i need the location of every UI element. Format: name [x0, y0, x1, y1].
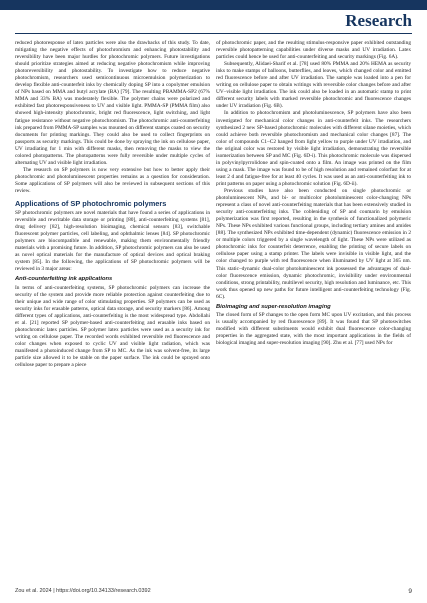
body-paragraph: SP photochromic polymers are novel materials that have found a series of applications in reversible and rewritable data storage or printing [80], anti-counterfeiting systems [81], drug delivery [82], high-resolution bioimaging, chemical sensors [83], switchable fluorescent polymer particles, cell labeling, and ophthalmic lenses [84]. SP photochromic polymers are biocompatible and renewable, making them environmentally friendly materials with a promising future. In addition, SP photochromic polymers can also be used as novel optical materials for the manufacture of optical devices and optical braking system [85]. In the following, the applications of SP photochromic polymers will be reviewed in 3 major areas:	[15, 210, 210, 273]
subsection-heading: Anti-counterfeiting ink applications	[15, 276, 113, 283]
page-number: 9	[408, 588, 412, 595]
journal-name: Research	[345, 11, 412, 30]
left-column	[15, 40, 210, 370]
header-rule	[15, 33, 412, 34]
body-paragraph: The research on SP polymers is now very extensive but how to better apply their photochromic and photoluminescent properties remains as a question for consideration. Some applications of SP polymers will also be reviewed in subsequent sections of this review.	[15, 166, 210, 194]
section-heading: Applications of SP photochromic polymers	[15, 199, 167, 209]
subsection-heading: Bioimaging and super-resolution imaging	[216, 303, 331, 310]
body-paragraph: In addition to photochromism and photoluminescence, SP polymers have also been investigated for mechanical color changes in anti-counterfeit inks. The researchers synthesized 2 new SP-based photochromic molecules with different silane moieties, which could achieve both reversible photochromism and mechanical color changes [87]. The color of compounds C1–C2 hanged from light yellow to purple under UV irradiation, and the original color was restored by visible light irradiation, demonstrating the reversible isomerization between SP and MC (Fig. 6D-i). This photochromic molecule was dispersed in polyvinylpyrrolidone and spin-coated onto a film. An image was printed on the film using a mask. The image was found to be of high resolution and remained colorfast for at least 2 d and fatigue-free for at least 40 cycles. It was used as an anti-counterfeiting ink to print patterns on paper using a photochromic solution (Fig. 6D-ii).	[216, 110, 411, 187]
body-paragraph: The closed form of SP changes to the open form MC upon UV excitation, and this process is usually accompanied by red fluorescence [89]. It was found that SP photoswitches modified with different substituents would exhibit dual fluorescence color-changing properties in the aggregated state, with the most important applications in the fields of biological imaging and super-resolution imaging [90]. Zhu et al. [77] used NPs for	[216, 312, 411, 347]
body-paragraph: In terms of anti-counterfeiting systems, SP photochromic polymers can increase the security of the system and provide more reliable protection against counterfeiting due to their unique and wide range of color stimulating properties. SP polymers can be used as security inks for erasable patterns, optical data storage, and security markers [86]. Among different types of applications, anti-counterfeiting is the most widespread type. Abdollahi et al. [21] reported SP polymer-based anti-counterfeiting and erasable inks based on photochromic latex particles. SP polymer latex particles were used as a security ink for writing on cellulose paper. The recorded words exhibited reversible red fluorescence and color changes when exposed to cyclic UV and visible light radiation, which was manifested a photoinduced change from SP to MC. As the ink was solvent-free, its large particle size allowed it to be stable on the paper surface. The ink could be sprayed onto cellulose paper to prepare a piece	[15, 284, 210, 369]
page-footer	[15, 588, 412, 596]
body-paragraph: reduced photoresponse of latex particles were also the drawbacks of this study. To date, mitigating the negative effects of photochromism and enhancing photostability and reversibility have been major hurdles for photochromic polymers. Future investigations should prioritize strategies aimed at reducing negative photochromism while improving photoreversibility and photostability. To investigate how to reduce negative photochromism, researchers used semicontinuous microemulsion polymerization to develop flexible anti-counterfeit inks by chemically doping SP into a copolymer emulsion of NPs based on MMA and butyl acrylate (BA) [79]. The resulting PBAMMA-SP2 (67% MMA and 33% BA) was moderately flexible. The polymer chains were polarized and exhibited fast photoresponsiveness to UV and visible light. PMMA-SP (PMMA film) also showed high-intensity photochromic, bright red fluorescence, light switching, and light fatigue resistance without negative photochromism. The photochromic anti-counterfeiting ink prepared from PMMA-SP samples was mounted on different stamps coated on security documents for printing markings. They could also be used to collect fingerprints on passports as security markings. This could be done by spraying the ink on cellulose paper, UV irradiating for 1 min with different masks, then removing the masks to view the colored photopatterns. The photopatterns were fully reversible under multiple cycles of alternating UV and visible light irradiation.	[15, 40, 210, 166]
header-color-bar	[0, 0, 427, 10]
right-column	[216, 40, 411, 347]
body-paragraph: Subsequently, Alidaei-Sharif et al. [78] used 80% PMMA and 20% HEMA as security inks to make stamps of balloons, butterflies, and leaves, which changed color and emitted red fluorescence before and after UV irradiation. The sample was loaded into a pen for writing on cellulose paper to obtain writings with reversible color changes before and after UV–visible light irradiation. The ink could also be loaded in an automatic stamp to print different security labels with marked reversible photochromic and fluorescence changes under UV irradiation (Fig. 6B).	[216, 61, 411, 110]
footer-citation: Zou et al. 2024 | https://doi.org/10.34133/research.0392	[15, 588, 151, 594]
body-paragraph: of photochromic paper, and the resulting stimulus-responsive paper exhibited outstanding reversible photopatterning capabilities under diverse masks and UV irradiation. Latex particles could hence be used for anti-counterfeiting and security markings (Fig. 6A).	[216, 40, 411, 61]
body-paragraph: Previous studies have also been conducted on single photochromic or photoluminescent NPs, and bi- or multicolor photoluminescent color-changing NPs represent a class of novel anti-counterfeiting materials that has been extensively studied in security anti-counterfeiting inks. The cobleniding of SP and coumarin by emulsion polymerization was first reported, resulting in the synthesis of functionalized polymeric NPs. These NPs exhibited various functional groups, including tertiary amines and amides [88]. The synthesized NPs exhibited time-dependent (dynamic) fluorescence emission in 2 or multiple colors triggered by a single wavelength of light. These NPs were utilized as photochromic inks for counterfeit deterrence, enabling the printing of secure labels on cellulose paper using a stamp printer. The labels were invisible in visible light, and the color changed to purple with red fluorescence when illuminated by UV light at 365 nm. This static–dynamic dual-color photoluminescent ink possessed the advantages of dual-color fluorescence emission, dynamic photochromic, invisibility under environmental conditions, strong printability, multilevel security, high resolution and luminance, etc. This work thus opened up new paths for future intelligent anti-counterfeiting technology (Fig. 6C).	[216, 187, 411, 300]
